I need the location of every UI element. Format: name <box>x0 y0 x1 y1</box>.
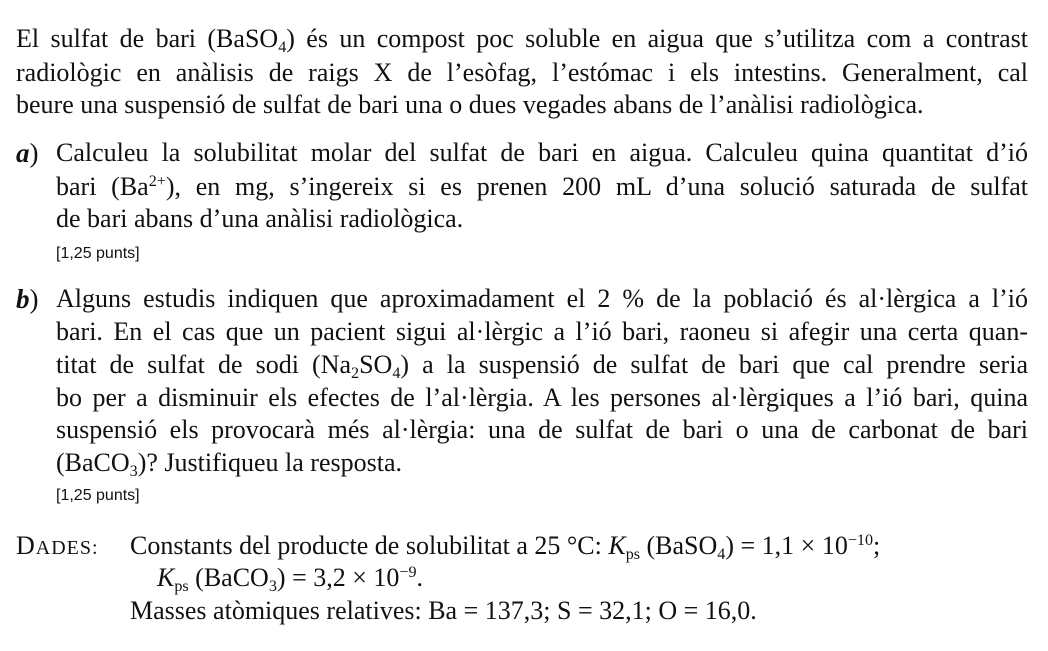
part-b-marker <box>16 283 39 315</box>
intro-line-3 <box>16 89 924 121</box>
part-b-line-5 <box>56 414 1028 446</box>
part-b-line-2 <box>56 316 1028 348</box>
part-b-line-4 <box>56 382 1028 414</box>
part-paren: ) <box>29 284 39 314</box>
question-text: Calculeu la solubilitat molar del sulfat de bari en aigua. Calculeu quina quantitat d’ió <box>56 138 1028 167</box>
data-text: . <box>416 563 424 592</box>
subscript: 4 <box>717 546 726 564</box>
subscript: ps <box>625 546 641 564</box>
intro-line-2 <box>16 57 1028 89</box>
data-line-3 <box>130 595 757 627</box>
part-paren: ) <box>29 138 39 168</box>
data-label <box>16 530 99 564</box>
data-text: Masses atòmiques relatives: Ba = 137,3; S = 32,1; O = 16,0. <box>130 596 757 625</box>
subscript: 3 <box>129 463 138 481</box>
question-text: ), en mg, s’ingereix si es prenen 200 mL d’una solució saturada de sulfat <box>165 172 1028 201</box>
intro-text: El sulfat de bari (BaSO <box>16 24 279 53</box>
subscript: 4 <box>392 365 401 383</box>
subscript: 3 <box>268 578 277 596</box>
superscript: −10 <box>847 532 874 550</box>
part-letter: a <box>16 138 30 168</box>
superscript: −9 <box>399 564 417 582</box>
data-text: ) = 1,1 × 10 <box>725 531 848 560</box>
intro-text: beure una suspensió de sulfat de bari una o dues vegades abans de l’anàlisi radiològica. <box>16 90 924 119</box>
intro-text: radiològic en anàlisis de raigs X de l’esòfag, l’estómac i els intestins. Generalment, cal <box>16 58 1028 87</box>
subscript: ps <box>174 578 189 596</box>
part-b-line-1 <box>56 283 1028 315</box>
question-text: bo per a disminuir els efectes de l’al·lèrgia. A les persones al·lèrgiques a l’ió bari, quina <box>56 383 1028 412</box>
superscript: 2+ <box>148 173 166 191</box>
data-line-2 <box>157 562 423 594</box>
intro-line-1 <box>16 23 1028 55</box>
part-a-line-1 <box>56 137 1028 169</box>
data-label-initial: D <box>16 531 36 560</box>
question-text: bari. En el cas que un pacient sigui al·lèrgic a l’ió bari, raoneu si afegir una certa quan- <box>56 317 1028 346</box>
part-a-line-2 <box>56 171 1028 203</box>
question-text: )? Justifiqueu la resposta. <box>137 448 402 477</box>
part-b-points: [1,25 punts] <box>56 487 140 504</box>
data-text: Constants del producte de solubilitat a 25 °C: <box>130 531 609 560</box>
question-text: (BaCO <box>56 448 130 477</box>
part-a-marker <box>16 137 39 169</box>
question-text: suspensió els provocarà més al·lèrgia: una de sulfat de bari o una de carbonat de bari <box>56 415 1028 444</box>
constant-symbol: K <box>608 531 626 560</box>
data-text: (BaSO <box>640 531 718 560</box>
data-label-rest: ADES: <box>35 537 99 559</box>
question-text: Alguns estudis indiquen que aproximadament el 2 % de la població és al·lèrgica a l’ió <box>56 284 1028 313</box>
question-text: ) a la suspensió de sulfat de bari que cal prendre seria <box>400 350 1028 379</box>
part-a-points: [1,25 punts] <box>56 245 140 262</box>
question-text: SO <box>359 350 393 379</box>
subscript: 4 <box>278 39 287 57</box>
constant-symbol: K <box>157 563 175 592</box>
part-b-line-3 <box>56 349 1028 381</box>
intro-text: ) és un compost poc soluble en aigua que s’utilitza com a contrast <box>286 24 1028 53</box>
part-a-line-3 <box>56 203 463 235</box>
part-b-line-6 <box>56 447 402 479</box>
data-text: (BaCO <box>188 563 269 592</box>
data-line-1 <box>130 530 880 562</box>
data-text: ) = 3,2 × 10 <box>276 563 400 592</box>
question-text: de bari abans d’una anàlisi radiològica. <box>56 204 464 233</box>
data-text: ; <box>873 531 881 560</box>
question-text: titat de sulfat de sodi (Na <box>56 350 352 379</box>
subscript: 2 <box>351 365 360 383</box>
part-letter: b <box>16 284 30 314</box>
question-text: bari (Ba <box>56 172 149 201</box>
